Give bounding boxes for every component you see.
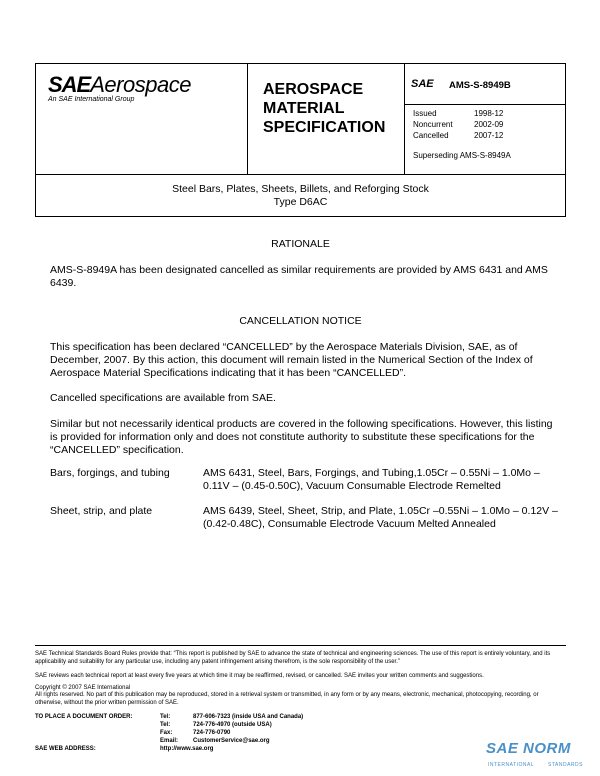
contact-label: Fax: [160,730,173,736]
logo-sae-text: SAE [48,72,91,97]
watermark-sae: SAE NORM [486,740,571,757]
date-value: 2007-12 [474,131,504,140]
date-label: Issued [413,109,437,118]
contact-label: Email: [160,738,179,744]
date-label: Noncurrent [413,120,453,129]
rationale-text: AMS-S-8949A has been designated cancelled as similar requirements are provided by AMS 6431 and AMS 6439. [50,264,548,289]
doc-title-line-1: Steel Bars, Plates, Sheets, Billets, and Reforging Stock [172,183,429,195]
contact-value[interactable]: 724-776-0790 [193,730,231,736]
sae-badge: SAE [411,78,434,90]
date-value: 1998-12 [474,109,504,118]
watermark-standards: STANDARDS [548,762,583,768]
product-spec: AMS 6439, Steel, Sheet, Strip, and Plate, 1.05Cr –0.55Ni – 1.0Mo – 0.12V – (0.42-0.48C), Consumable Electrode Vacuum Melted Annealed [203,505,558,530]
date-row [413,108,503,119]
product-label: Bars, forgings, and tubing [50,467,170,479]
cancellation-paragraph-1: This specification has been declared “CANCELLED” by the Aerospace Materials Division, SAE, as of December, 2007. By this action, this document will remain listed in the Numerical Section of the Index of Aerospace Material Specifications indicating that it has been “CANCELLED”. [50,341,533,379]
cancellation-paragraph-2: Cancelled specifications are available from SAE. [50,392,276,404]
contact-row [160,721,303,729]
date-value: 2002-09 [474,120,504,129]
contact-value[interactable]: 877-606-7323 (inside USA and Canada) [193,714,304,720]
doc-number: AMS-S-8949B [449,80,511,91]
footer-review: SAE reviews each technical report at least every five years at which time it may be reaffirmed, revised, or cancelled. SAE invites your written comments and suggestions. [35,673,484,679]
title-line-3: SPECIFICATION [263,119,386,136]
date-row [413,130,503,141]
header-divider-1 [247,63,248,175]
spec-type-title [263,80,385,137]
doc-title [35,183,566,209]
contact-label: Tel: [160,714,171,720]
superseding-note: Superseding AMS-S-8949A [413,151,511,160]
cancellation-heading: CANCELLATION NOTICE [239,315,362,327]
logo-tagline: An SAE International Group [48,96,135,103]
title-line-2: MATERIAL [263,100,345,117]
date-label: Cancelled [413,131,449,140]
product-spec: AMS 6431, Steel, Bars, Forgings, and Tubing,1.05Cr – 0.55Ni – 1.0Mo – 0.11V – (0.45-0.50C), Vacuum Consumable Electrode Remelted [203,467,540,492]
order-label: TO PLACE A DOCUMENT ORDER: [35,714,133,720]
product-label: Sheet, strip, and plate [50,505,153,517]
issue-dates [413,108,503,141]
footer-copyright: Copyright © 2007 SAE International [35,685,131,691]
doc-title-line-2: Type D6AC [273,196,328,208]
contact-row [160,713,303,721]
rationale-heading: RATIONALE [271,238,330,250]
footer-rules: SAE Technical Standards Board Rules provide that: “This report is published by SAE to advance the state of technical and engineering sciences. The use of this report is entirely voluntary, and its applicability and suitability for any particular use, including any patent infringement arising therefrom, is the sole responsibility of the user.” [35,651,551,665]
footer-divider [35,645,566,646]
contact-value[interactable]: 724-776-4970 (outside USA) [193,722,272,728]
cancellation-paragraph-3: Similar but not necessarily identical products are covered in the following specifications. However, this listing is provided for information only and does not constitute authority to substitute these specifications for the “CANCELLED” specification. [50,418,553,456]
watermark-international: INTERNATIONAL [488,762,535,768]
web-address-link[interactable]: http://www.sae.org [160,746,214,752]
order-contacts [160,713,303,745]
contact-label: Tel: [160,722,171,728]
sae-aerospace-logo [48,72,191,98]
header-divider-3 [404,104,566,105]
footer-rights: All rights reserved. No part of this publication may be reproduced, stored in a retrieval system or transmitted, in any form or by any means, electronic, mechanical, photocopying, recording, or otherwise, without the prior written permission of SAE. [35,692,539,706]
contact-row [160,729,303,737]
title-line-1: AEROSPACE [263,81,364,98]
header-divider-2 [404,63,405,175]
contact-row [160,737,303,745]
contact-value[interactable]: CustomerService@sae.org [193,738,270,744]
date-row [413,119,503,130]
web-label: SAE WEB ADDRESS: [35,746,96,752]
sae-norm-watermark [486,740,596,774]
logo-aerospace-text: Aerospace [90,72,191,97]
